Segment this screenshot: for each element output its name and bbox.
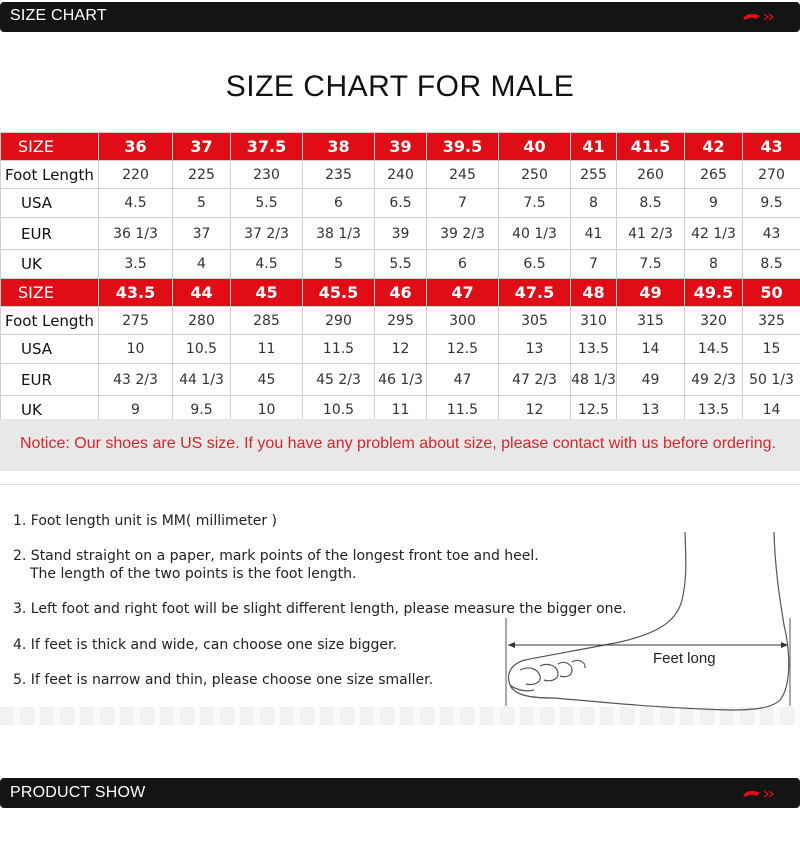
uk-cell: 13.5 (685, 396, 743, 425)
uk-cell: 11 (375, 396, 427, 425)
foot-length-cell: 255 (571, 161, 617, 189)
size-table (0, 132, 800, 425)
size-cell: 47.5 (499, 279, 571, 307)
foot-length-cell: 235 (303, 161, 375, 189)
foot-length-cell: 290 (303, 307, 375, 335)
size-cell: 43 (743, 133, 800, 161)
instruction-3: 3. Left foot and right foot will be slight different length, please measure the bigger one. (13, 601, 627, 617)
notice-banner (0, 419, 800, 471)
size-cell: 50 (743, 279, 800, 307)
foot-length-cell: 270 (743, 161, 800, 189)
product-show-header (0, 778, 800, 808)
usa-row (1, 189, 800, 218)
usa-cell: 5 (173, 189, 231, 218)
foot-length-row (1, 307, 800, 335)
usa-cell: 8 (571, 189, 617, 218)
foot-length-cell: 250 (499, 161, 571, 189)
eur-cell: 49 2/3 (685, 364, 743, 396)
foot-length-row (1, 161, 800, 189)
eur-cell: 47 (427, 364, 499, 396)
size-cell: 39 (375, 133, 427, 161)
usa-row (1, 335, 800, 364)
usa-cell: 6.5 (375, 189, 427, 218)
uk-cell: 7.5 (617, 250, 685, 279)
uk-cell: 4.5 (231, 250, 303, 279)
usa-cell: 11 (231, 335, 303, 364)
instruction-2-cont: The length of the two points is the foot length. (30, 566, 357, 582)
uk-cell: 10.5 (303, 396, 375, 425)
eur-cell: 45 2/3 (303, 364, 375, 396)
product-show-header-title: PRODUCT SHOW (10, 784, 146, 801)
size-cell: 46 (375, 279, 427, 307)
usa-cell: 14.5 (685, 335, 743, 364)
uk-cell: 4 (173, 250, 231, 279)
foot-length-cell: 305 (499, 307, 571, 335)
usa-cell: 4.5 (99, 189, 173, 218)
usa-cell: 12 (375, 335, 427, 364)
foot-length-cell: 230 (231, 161, 303, 189)
eur-cell: 45 (231, 364, 303, 396)
size-row-label: SIZE (1, 279, 99, 307)
size-row-label: SIZE (1, 133, 99, 161)
usa-cell: 15 (743, 335, 800, 364)
eur-cell: 46 1/3 (375, 364, 427, 396)
uk-cell: 5 (303, 250, 375, 279)
usa-cell: 7.5 (499, 189, 571, 218)
foot-length-cell: 220 (99, 161, 173, 189)
uk-cell: 14 (743, 396, 800, 425)
size-cell: 40 (499, 133, 571, 161)
eur-row (1, 218, 800, 250)
usa-cell: 7 (427, 189, 499, 218)
size-cell: 41 (571, 133, 617, 161)
foot-length-cell: 295 (375, 307, 427, 335)
uk-cell: 12 (499, 396, 571, 425)
foot-length-cell: 315 (617, 307, 685, 335)
size-cell: 41.5 (617, 133, 685, 161)
size-cell: 45.5 (303, 279, 375, 307)
uk-cell: 3.5 (99, 250, 173, 279)
size-cell: 44 (173, 279, 231, 307)
uk-cell: 6.5 (499, 250, 571, 279)
notice-text: Notice: Our shoes are US size. If you have any problem about size, please contact with us before ordering. (20, 435, 776, 452)
size-row (1, 133, 800, 161)
eur-cell: 37 2/3 (231, 218, 303, 250)
uk-row-label: UK (1, 250, 99, 279)
usa-cell: 12.5 (427, 335, 499, 364)
brand-logo-icon (742, 787, 778, 801)
foot-length-row-label: Foot Length (1, 161, 99, 189)
size-row (1, 279, 800, 307)
uk-cell: 9 (99, 396, 173, 425)
size-cell: 49 (617, 279, 685, 307)
foot-length-cell: 320 (685, 307, 743, 335)
usa-cell: 10.5 (173, 335, 231, 364)
foot-length-cell: 225 (173, 161, 231, 189)
size-cell: 37.5 (231, 133, 303, 161)
foot-length-cell: 245 (427, 161, 499, 189)
size-cell: 39.5 (427, 133, 499, 161)
uk-cell: 13 (617, 396, 685, 425)
usa-cell: 8.5 (617, 189, 685, 218)
eur-cell: 38 1/3 (303, 218, 375, 250)
uk-row-label: UK (1, 396, 99, 425)
usa-cell: 5.5 (231, 189, 303, 218)
foot-length-cell: 260 (617, 161, 685, 189)
eur-cell: 42 1/3 (685, 218, 743, 250)
size-cell: 36 (99, 133, 173, 161)
eur-cell: 40 1/3 (499, 218, 571, 250)
eur-cell: 48 1/3 (571, 364, 617, 396)
foot-length-cell: 325 (743, 307, 800, 335)
eur-cell: 44 1/3 (173, 364, 231, 396)
uk-cell: 7 (571, 250, 617, 279)
eur-cell: 50 1/3 (743, 364, 800, 396)
size-cell: 45 (231, 279, 303, 307)
size-cell: 48 (571, 279, 617, 307)
eur-cell: 43 2/3 (99, 364, 173, 396)
size-chart-header-title: SIZE CHART (10, 7, 107, 24)
page-title: SIZE CHART FOR MALE (225, 70, 575, 103)
foot-diagram-icon (500, 530, 800, 720)
size-cell: 42 (685, 133, 743, 161)
eur-cell: 41 2/3 (617, 218, 685, 250)
size-cell: 43.5 (99, 279, 173, 307)
uk-cell: 11.5 (427, 396, 499, 425)
eur-row (1, 364, 800, 396)
eur-cell: 43 (743, 218, 800, 250)
eur-cell: 37 (173, 218, 231, 250)
size-cell: 38 (303, 133, 375, 161)
uk-cell: 8.5 (743, 250, 800, 279)
foot-length-cell: 280 (173, 307, 231, 335)
eur-cell: 47 2/3 (499, 364, 571, 396)
foot-length-row-label: Foot Length (1, 307, 99, 335)
foot-length-cell: 265 (685, 161, 743, 189)
eur-cell: 39 2/3 (427, 218, 499, 250)
usa-cell: 14 (617, 335, 685, 364)
foot-length-cell: 240 (375, 161, 427, 189)
size-chart-header (0, 2, 800, 32)
uk-cell: 10 (231, 396, 303, 425)
instruction-1: 1. Foot length unit is MM( millimeter ) (13, 513, 278, 529)
eur-cell: 41 (571, 218, 617, 250)
foot-length-cell: 310 (571, 307, 617, 335)
instruction-2: 2. Stand straight on a paper, mark points of the longest front toe and heel. (13, 548, 539, 564)
usa-cell: 13.5 (571, 335, 617, 364)
eur-row-label: EUR (1, 364, 99, 396)
uk-cell: 6 (427, 250, 499, 279)
foot-length-cell: 275 (99, 307, 173, 335)
instruction-5: 5. If feet is narrow and thin, please choose one size smaller. (13, 672, 434, 688)
size-cell: 49.5 (685, 279, 743, 307)
foot-length-cell: 300 (427, 307, 499, 335)
usa-cell: 10 (99, 335, 173, 364)
uk-cell: 5.5 (375, 250, 427, 279)
size-cell: 37 (173, 133, 231, 161)
usa-cell: 13 (499, 335, 571, 364)
eur-cell: 39 (375, 218, 427, 250)
usa-cell: 9 (685, 189, 743, 218)
usa-cell: 9.5 (743, 189, 800, 218)
eur-row-label: EUR (1, 218, 99, 250)
usa-row-label: USA (1, 189, 99, 218)
brand-logo-icon (742, 10, 778, 24)
usa-row-label: USA (1, 335, 99, 364)
usa-cell: 11.5 (303, 335, 375, 364)
uk-cell: 12.5 (571, 396, 617, 425)
foot-length-cell: 285 (231, 307, 303, 335)
uk-row (1, 250, 800, 279)
uk-cell: 8 (685, 250, 743, 279)
uk-cell: 9.5 (173, 396, 231, 425)
size-cell: 47 (427, 279, 499, 307)
instruction-4: 4. If feet is thick and wide, can choose one size bigger. (13, 637, 397, 653)
eur-cell: 49 (617, 364, 685, 396)
foot-diagram-label: Feet long (653, 650, 716, 667)
eur-cell: 36 1/3 (99, 218, 173, 250)
usa-cell: 6 (303, 189, 375, 218)
